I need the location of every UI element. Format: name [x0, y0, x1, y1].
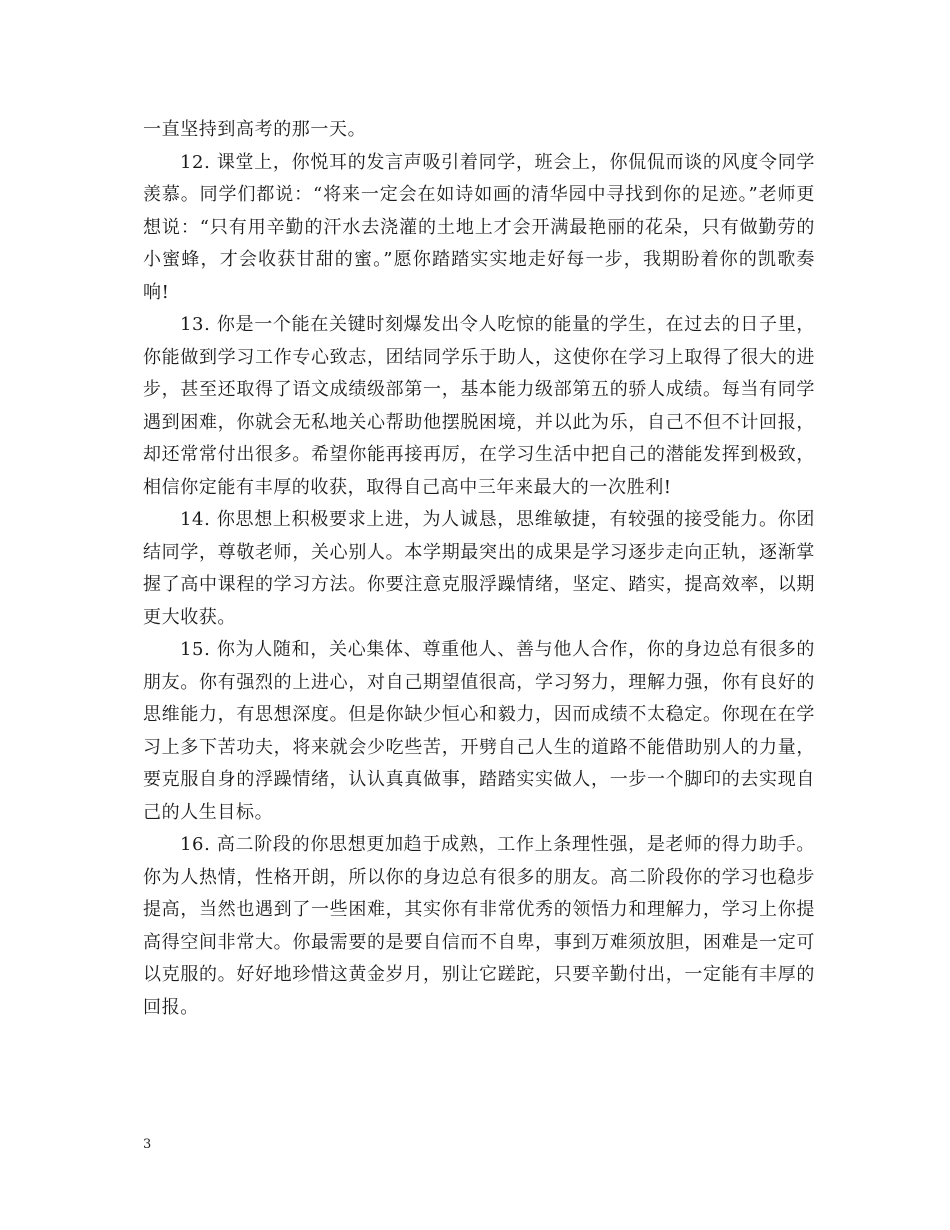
page-number: 3: [143, 1137, 152, 1152]
paragraph-item-14: 14. 你思想上积极要求上进，为人诚恳，思维敏捷，有较强的接受能力。你团结同学，尊敬老师，关心别人。本学期最突出的成果是学习逐步走向正轨，逐渐掌握了高中课程的学习方法。你要注意克服浮躁情绪，坚定、踏实，提高效率，以期更大收获。: [143, 509, 815, 628]
paragraph-item-15: 15. 你为人随和，关心集体、尊重他人、善与他人合作，你的身边总有很多的朋友。你有强烈的上进心，对自己期望值很高，学习努力，理解力强，你有良好的思维能力，有思想深度。但是你缺少恒心和毅力，因而成绩不太稳定。你现在在学习上多下苦功夫，将来就会少吃些苦，开劈自己人生的道路不能借助别人的力量，要克服自身的浮躁情绪，认认真真做事，踏踏实实做人，一步一个脚印的去实现自己的人生目标。: [143, 639, 815, 823]
paragraph-item-12: 12. 课堂上，你悦耳的发言声吸引着同学，班会上，你侃侃而谈的风度令同学羡慕。同学们都说：“将来一定会在如诗如画的清华园中寻找到你的足迹。”老师更想说：“只有用辛勤的汗水去浇灌的土地上才会开满最艳丽的花朵，只有做勤劳的小蜜蜂，才会收获甘甜的蜜。”愿你踏踏实实地走好每一步，我期盼着你的凯歌奏响!: [143, 151, 815, 303]
paragraph-continuation: 一直坚持到高考的那一天。: [143, 119, 367, 140]
document-page: [143, 114, 815, 1024]
paragraph-item-13: 13. 你是一个能在关键时刻爆发出令人吃惊的能量的学生，在过去的日子里，你能做到学习工作专心致志，团结同学乐于助人，这使你在学习上取得了很大的进步，甚至还取得了语文成绩级部第一，基本能力级部第五的骄人成绩。每当有同学遇到困难，你就会无私地关心帮助他摆脱困境，并以此为乐，自己不但不计回报，却还常常付出很多。希望你能再接再厉，在学习生活中把自己的潜能发挥到极致，相信你定能有丰厚的收获，取得自己高中三年来最大的一次胜利!: [143, 314, 815, 498]
paragraph-item-16: 16. 高二阶段的你思想更加趋于成熟，工作上条理性强，是老师的得力助手。你为人热情，性格开朗，所以你的身边总有很多的朋友。高二阶段你的学习也稳步提高，当然也遇到了一些困难，其实你有非常优秀的领悟力和理解力，学习上你提高得空间非常大。你最需要的是要自信而不自卑，事到万难须放胆，困难是一定可以克服的。好好地珍惜这黄金岁月，别让它蹉跎，只要辛勤付出，一定能有丰厚的回报。: [143, 834, 815, 1018]
